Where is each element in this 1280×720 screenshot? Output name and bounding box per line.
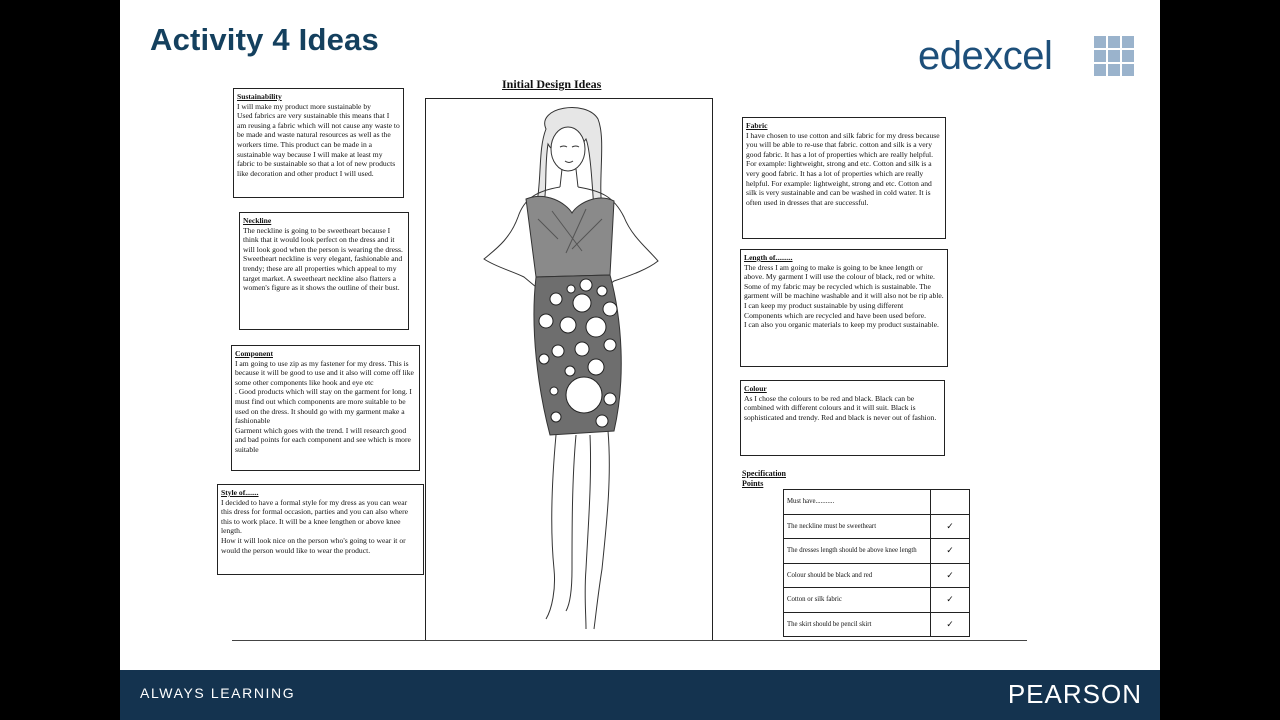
footer-bar [120,670,1160,720]
note-title: Colour [744,384,767,393]
note-fabric [742,117,946,239]
sketch-frame [425,98,713,641]
note-sustainability [233,88,404,198]
note-body: As I chose the colours to be red and black. Black can be combined with different colours and it will suit. Black is sophisticated and trendy. Red and black is never out of fashion. [744,393,937,422]
slide [120,0,1160,720]
document-heading: Initial Design Ideas [502,77,602,91]
spec-table [783,489,970,637]
footer-tagline: ALWAYS LEARNING [140,685,296,701]
check-icon: ✓ [931,612,970,637]
table-row [784,612,970,637]
table-row [784,539,970,564]
check-icon: ✓ [931,539,970,564]
spec-heading [742,469,786,489]
table-row [784,563,970,588]
note-length [740,249,948,367]
note-title: Neckline [243,216,272,225]
check-icon: ✓ [931,588,970,613]
note-body: I have chosen to use cotton and silk fabric for my dress because you will be able to re-use that fabric. cotton and silk is a very good fabric. It has a lot of properties which are really helpful. For example: lightweight, strong and etc. Cotton and silk is a very good fabric. It has a lot of properties which are really helpful. For example: lightweight, strong and etc. Cotton and silk is very sustainable and can be washed in cold water. It is often used in dresses that are successful. [746,130,940,207]
spec-cell: The dresses length should be above knee length [784,539,931,564]
note-body: I am going to use zip as my fastener for my dress. This is because it will be good to use and it also will come off like some other components like hook and eye etc . Good products which will stay on the garment for long. I must find out which components are more suitable to be used on the dress. It should go with my garment make a fashionable Garment which goes with the trend. I will research good and bad points for each component and see which is more suitable [235,358,414,454]
spec-cell: The skirt should be pencil skirt [784,612,931,637]
note-title: Sustainability [237,92,282,101]
note-body: I decided to have a formal style for my dress as you can wear this dress for formal occasion, parties and you can also where this to work place. It will be a knee lengthen or above knee length. How it will look nice on the person who's going to wear it or would the person would like to wear the product. [221,497,409,555]
check-icon: ✓ [931,514,970,539]
note-body: The neckline is going to be sweetheart because I think that it would look perfect on the dress and it will look good when the person is wearing the dress. Sweetheart neckline is very elegant, fashionable and trendy; these are all properties which appeal to my target market. A sweetheart neckline also flatters a women's figure as it shows the outline of their bust. [243,225,403,293]
note-title: Fabric [746,121,768,130]
note-body: The dress I am going to make is going to be knee length or above. My garment I will use the colour of black, red or white. Some of my fabric may be recycled which is sustainable. The garment will be machine washable and it will also not be rip able. I can keep my product sustainable by using different Components which are recycled and have been used before. I can also you organic materials to keep my product sustainable. [744,262,944,330]
scanned-document [120,0,1160,670]
note-title: Component [235,349,273,358]
table-row [784,514,970,539]
spec-cell: The neckline must be sweetheart [784,514,931,539]
logo-text: edexcel [918,34,1053,78]
table-row [784,588,970,613]
spec-cell: Colour should be black and red [784,563,931,588]
note-neckline [239,212,409,330]
pearson-logo: PEARSON [1007,679,1142,709]
spec-cell: Must have........... [784,490,931,515]
table-row [784,490,970,515]
note-colour [740,380,945,456]
check-icon: ✓ [931,563,970,588]
spec-cell: Cotton or silk fabric [784,588,931,613]
spec-heading-line1: Specification [742,469,786,478]
spec-heading-line2: Points [742,479,764,488]
note-title: Length of......... [744,253,793,262]
note-title: Style of....... [221,488,259,497]
note-style [217,484,424,575]
page-baseline [232,640,1027,641]
note-component [231,345,420,471]
note-body: I will make my product more sustainable by Used fabrics are very sustainable this means that I am reusing a fabric which will not cause any waste to be made and waste natural resources as well as the workers time. This product can be made in a sustainable way because I will make at least my fabric to be sustainable so that a lot of new products like decoration and other product I will used. [237,101,400,178]
check-icon [931,490,970,515]
dress-sketch [426,99,712,640]
slide-title: Activity 4 Ideas [150,22,379,57]
